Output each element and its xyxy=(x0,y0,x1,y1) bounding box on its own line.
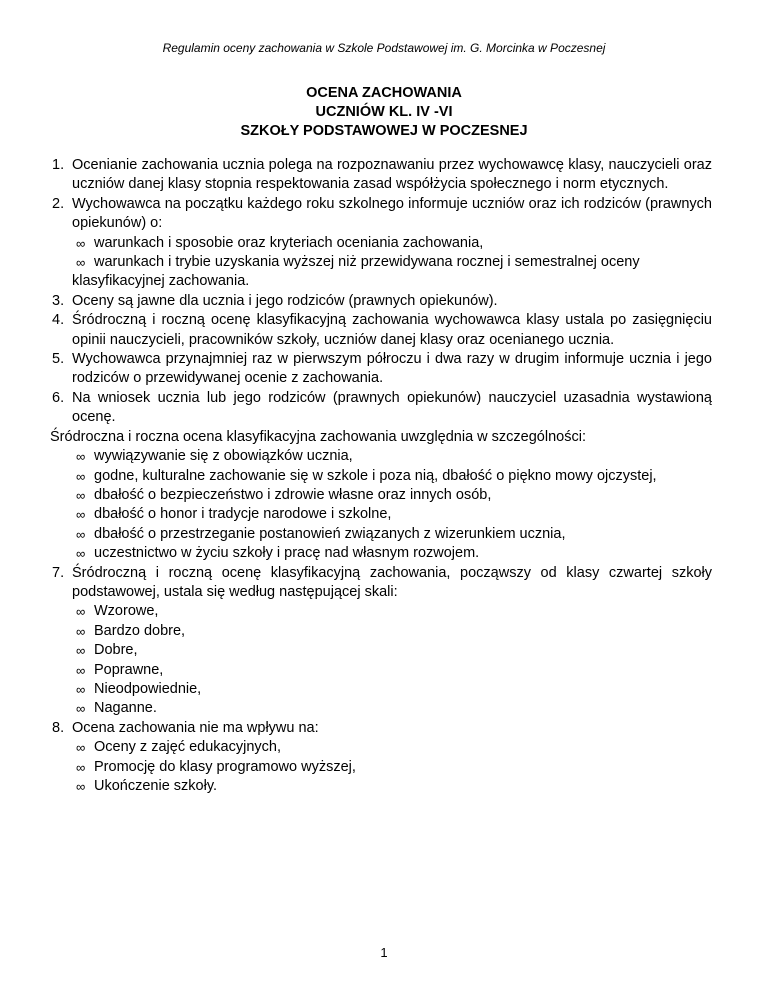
item-text: Oceny są jawne dla ucznia i jego rodziców (prawnych opiekunów). xyxy=(72,292,498,309)
bullet-text: warunkach i trybie uzyskania wyższej niż przewidywana rocznej i semestralnej oceny xyxy=(94,254,640,271)
bullet-symbol: ∞ xyxy=(76,468,86,484)
bullet-item xyxy=(52,525,712,544)
bullet-text: Nieodpowiednie, xyxy=(94,680,202,697)
item-number: 1. xyxy=(52,157,65,173)
item-number: 3. xyxy=(52,292,65,309)
document-body xyxy=(52,156,712,796)
bullet-text: dbałość o bezpieczeństwo i zdrowie własne oraz innych osób, xyxy=(94,486,492,503)
title-line: UCZNIÓW KL. IV -VI xyxy=(315,104,453,120)
bullet-text: Poprawne, xyxy=(94,661,164,678)
title-line: SZKOŁY PODSTAWOWEJ W POCZESNEJ xyxy=(240,123,528,139)
bullet-item xyxy=(52,505,712,524)
item-text-block xyxy=(72,195,712,234)
criteria-list xyxy=(52,447,712,563)
bullet-symbol: ∞ xyxy=(76,681,86,697)
bullet-item xyxy=(52,777,712,796)
bullet-symbol: ∞ xyxy=(76,701,86,717)
item-text-block xyxy=(72,292,712,311)
item-text: Wychowawca przynajmniej raz w pierwszym półroczu i dwa razy w drugim informuje ucznia i jego rodziców o przewidywanej ocenie z zachowania. xyxy=(72,351,712,387)
bullet-item xyxy=(52,738,712,757)
bullet-list xyxy=(52,234,712,273)
bullet-item xyxy=(52,544,712,563)
item-continuation: klasyfikacyjnej zachowania. xyxy=(72,273,250,290)
item-text-block xyxy=(72,350,712,389)
title-line: OCENA ZACHOWANIA xyxy=(306,85,462,101)
bullet-symbol: ∞ xyxy=(76,487,86,503)
bullet-text: Naganne. xyxy=(94,700,157,717)
bullet-list xyxy=(52,738,712,796)
bullet-item xyxy=(52,467,712,486)
bullet-text: godne, kulturalne zachowanie się w szkole i poza nią, dbałość o piękno mowy ojczystej, xyxy=(94,467,657,484)
item-number: 6. xyxy=(52,389,65,406)
item-text-block xyxy=(72,389,712,428)
bullet-text: dbałość o honor i tradycje narodowe i szkolne, xyxy=(94,506,392,523)
bullet-item xyxy=(52,447,712,466)
bullet-text: Wzorowe, xyxy=(94,603,159,620)
numbered-item xyxy=(52,311,712,350)
bullet-symbol: ∞ xyxy=(76,623,86,639)
bullet-text: Ukończenie szkoły. xyxy=(94,778,218,794)
bullet-symbol: ∞ xyxy=(76,449,86,465)
bullet-text: Dobre, xyxy=(94,642,138,659)
bullet-symbol: ∞ xyxy=(76,546,86,562)
numbered-item xyxy=(52,156,712,195)
numbered-item xyxy=(52,564,712,603)
bullet-text: warunkach i sposobie oraz kryteriach oceniania zachowania, xyxy=(94,234,484,251)
numbered-item xyxy=(52,719,712,738)
bullet-item xyxy=(52,234,712,253)
bullet-text: Promocję do klasy programowo wyższej, xyxy=(94,758,356,775)
bullet-text: Bardzo dobre, xyxy=(94,622,186,639)
bullet-text: uczestnictwo w życiu szkoły i pracę nad własnym rozwojem. xyxy=(94,545,480,562)
bullet-symbol: ∞ xyxy=(76,740,86,756)
bullet-symbol: ∞ xyxy=(76,604,86,620)
bullet-symbol: ∞ xyxy=(76,507,86,523)
bullet-symbol: ∞ xyxy=(76,235,86,251)
numbered-item xyxy=(52,389,712,428)
bullet-item xyxy=(52,661,712,680)
item-text-block xyxy=(72,311,712,350)
bullet-text: wywiązywanie się z obowiązków ucznia, xyxy=(94,448,353,465)
numbered-item xyxy=(52,350,712,389)
bullet-text: dbałość o przestrzeganie postanowień związanych z wizerunkiem ucznia, xyxy=(94,525,566,542)
item-number: 8. xyxy=(52,719,65,736)
bullet-item xyxy=(52,699,712,718)
page-number: 1 xyxy=(380,945,388,960)
item-number: 5. xyxy=(52,351,65,368)
numbered-item xyxy=(52,195,712,234)
item-number: 4. xyxy=(52,312,65,329)
item-text-block xyxy=(72,156,712,195)
bullet-item xyxy=(52,641,712,660)
item-text: Śródroczną i roczną ocenę klasyfikacyjną zachowania wychowawca klasy ustala po zasięgnięciu opinii nauczycieli, pracowników szkoły, uczniów danej klasy oraz ocenianego ucznia. xyxy=(72,312,712,348)
bullet-symbol: ∞ xyxy=(76,526,86,542)
item-text: Ocena zachowania nie ma wpływu na: xyxy=(72,719,319,736)
bullet-item xyxy=(52,680,712,699)
document-title xyxy=(0,84,768,141)
bullet-symbol: ∞ xyxy=(76,643,86,659)
item-text: Śródroczną i roczną ocenę klasyfikacyjną zachowania, począwszy od klasy czwartej szkoły podstawowej, ustala się według następującej skali: xyxy=(72,564,712,600)
bullet-list xyxy=(52,602,712,718)
bullet-item xyxy=(52,253,712,272)
bullet-symbol: ∞ xyxy=(76,779,86,794)
bullet-item xyxy=(52,486,712,505)
bullet-symbol: ∞ xyxy=(76,255,86,271)
item-number: 2. xyxy=(52,195,65,212)
page-header: Regulamin oceny zachowania w Szkole Podstawowej im. G. Morcinka w Poczesnej xyxy=(162,41,606,55)
numbered-item xyxy=(52,292,712,311)
criteria-intro: Śródroczna i roczna ocena klasyfikacyjna zachowania uwzględnia w szczególności: xyxy=(50,428,586,445)
bullet-item xyxy=(52,602,712,621)
item-number: 7. xyxy=(52,564,65,581)
item-text: Na wniosek ucznia lub jego rodziców (prawnych opiekunów) nauczyciel uzasadnia wystawioną ocenę. xyxy=(72,389,712,426)
item-text: Wychowawca na początku każdego roku szkolnego informuje uczniów oraz ich rodziców (prawnych opiekunów) o: xyxy=(72,195,712,232)
bullet-item xyxy=(52,622,712,641)
item-text: Ocenianie zachowania ucznia polega na rozpoznawaniu przez wychowawcę klasy, nauczycieli oraz uczniów danej klasy stopnia respektowania zasad współżycia społecznego i norm etycznych. xyxy=(72,157,712,193)
bullet-item xyxy=(52,758,712,777)
bullet-symbol: ∞ xyxy=(76,759,86,775)
bullet-text: Oceny z zajęć edukacyjnych, xyxy=(94,739,281,756)
item-text-block xyxy=(72,564,712,603)
item-text-block xyxy=(72,719,712,738)
bullet-symbol: ∞ xyxy=(76,662,86,678)
